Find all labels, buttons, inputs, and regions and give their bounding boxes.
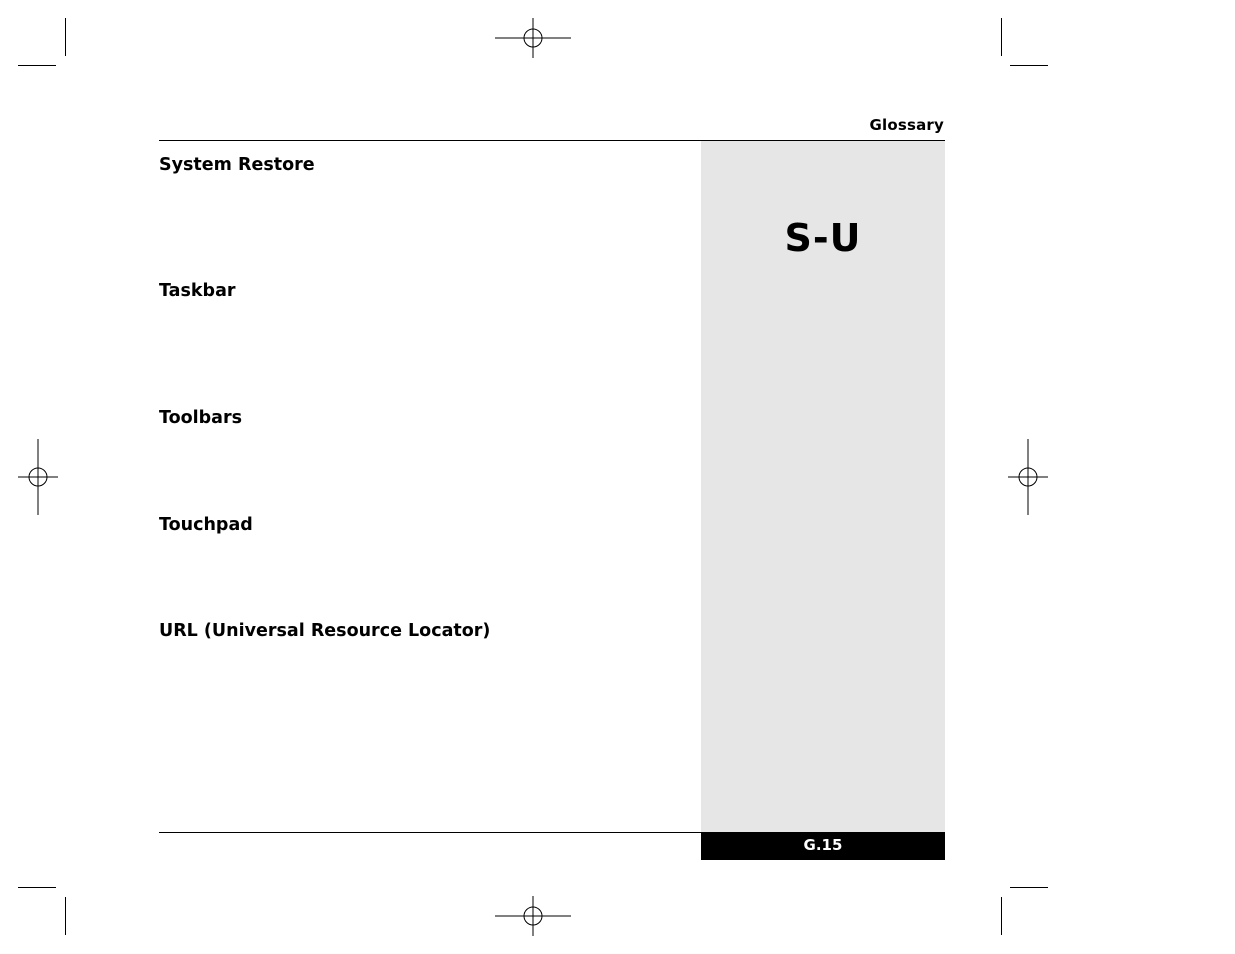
registration-mark-right xyxy=(1008,439,1048,515)
glossary-term: URL (Universal Resource Locator) xyxy=(159,621,491,641)
glossary-term: Taskbar xyxy=(159,281,236,301)
footer-rule xyxy=(159,832,701,833)
page-number-tab xyxy=(701,832,945,860)
crop-mark-bottom-right-horizontal xyxy=(1010,887,1048,888)
crop-mark-top-right-vertical xyxy=(1001,18,1002,56)
crop-mark-bottom-left-vertical xyxy=(65,897,66,935)
crop-mark-bottom-right-vertical xyxy=(1001,897,1002,935)
crop-mark-top-left-horizontal xyxy=(18,65,56,66)
crop-mark-top-left-vertical xyxy=(65,18,66,56)
registration-mark-bottom xyxy=(495,896,571,936)
glossary-term: System Restore xyxy=(159,155,315,175)
running-header-title: Glossary xyxy=(869,116,944,134)
registration-mark-top xyxy=(495,18,571,58)
crop-mark-top-right-horizontal xyxy=(1010,65,1048,66)
glossary-term: Toolbars xyxy=(159,408,243,428)
registration-mark-left xyxy=(18,439,58,515)
page-number: G.15 xyxy=(803,836,843,854)
section-letters: S-U xyxy=(784,216,862,260)
crop-mark-bottom-left-horizontal xyxy=(18,887,56,888)
glossary-term: Touchpad xyxy=(159,515,253,535)
